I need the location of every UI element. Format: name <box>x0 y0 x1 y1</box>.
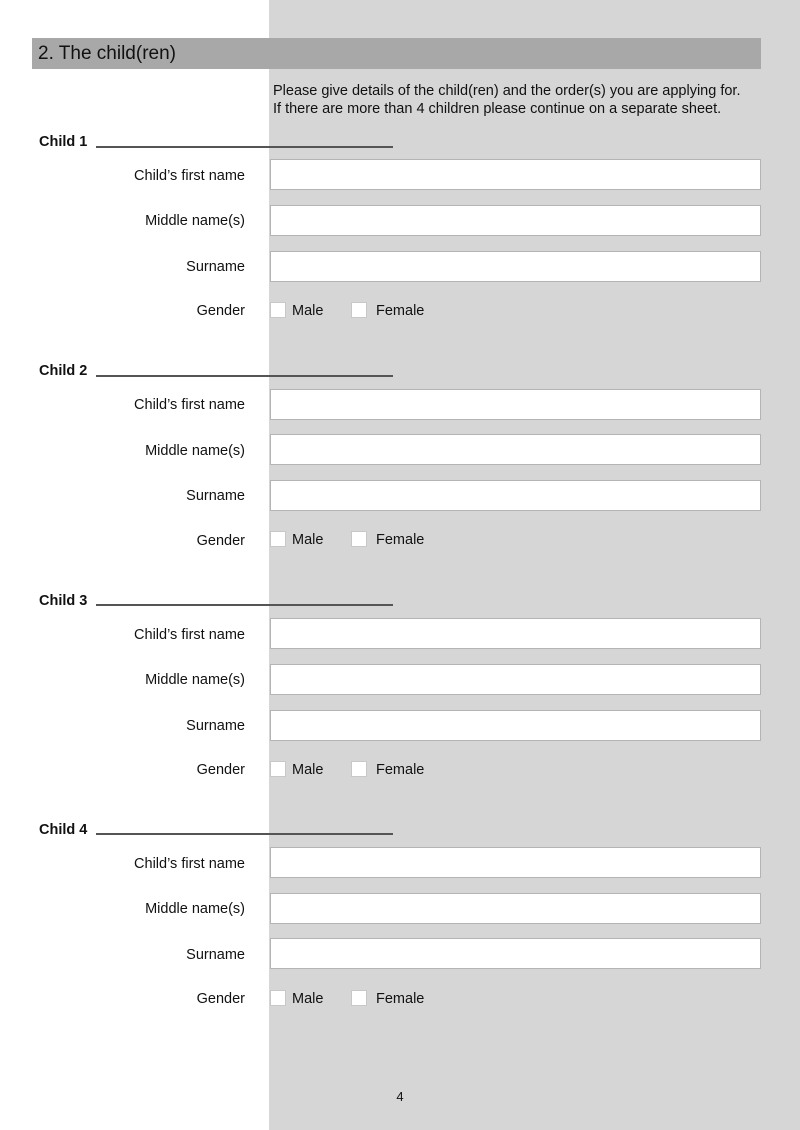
middle-name-input[interactable] <box>270 205 761 236</box>
female-checkbox[interactable] <box>351 531 367 547</box>
gender-label: Gender <box>196 303 245 319</box>
male-label: Male <box>292 303 324 319</box>
surname-label: Surname <box>186 947 245 963</box>
gender-label: Gender <box>196 762 245 778</box>
first-name-input[interactable] <box>270 159 761 190</box>
female-checkbox[interactable] <box>351 302 367 318</box>
intro-text <box>273 82 773 118</box>
male-checkbox[interactable] <box>270 531 286 547</box>
surname-input[interactable] <box>270 938 761 969</box>
first-name-label: Child’s first name <box>134 168 245 184</box>
female-label: Female <box>376 991 425 1007</box>
child-heading: Child 2 <box>39 363 88 379</box>
child-divider <box>96 604 393 606</box>
middle-name-input[interactable] <box>270 664 761 695</box>
first-name-input[interactable] <box>270 618 761 649</box>
intro-line-2: If there are more than 4 children please continue on a separate sheet. <box>273 101 722 117</box>
surname-label: Surname <box>186 718 245 734</box>
middle-name-input[interactable] <box>270 893 761 924</box>
male-label: Male <box>292 991 324 1007</box>
child-divider <box>96 833 393 835</box>
gender-label: Gender <box>196 991 245 1007</box>
male-checkbox[interactable] <box>270 990 286 1006</box>
female-checkbox[interactable] <box>351 990 367 1006</box>
middle-name-input[interactable] <box>270 434 761 465</box>
female-label: Female <box>376 762 425 778</box>
middle-name-label: Middle name(s) <box>145 213 245 229</box>
section-title: 2. The child(ren) <box>32 38 761 69</box>
middle-name-label: Middle name(s) <box>145 672 245 688</box>
middle-name-label: Middle name(s) <box>145 443 245 459</box>
first-name-label: Child’s first name <box>134 856 245 872</box>
first-name-input[interactable] <box>270 847 761 878</box>
female-label: Female <box>376 532 425 548</box>
surname-input[interactable] <box>270 710 761 741</box>
first-name-label: Child’s first name <box>134 397 245 413</box>
child-divider <box>96 375 393 377</box>
page-number: 4 <box>396 1089 404 1104</box>
child-divider <box>96 146 393 148</box>
surname-label: Surname <box>186 488 245 504</box>
middle-name-label: Middle name(s) <box>145 901 245 917</box>
female-checkbox[interactable] <box>351 761 367 777</box>
surname-input[interactable] <box>270 251 761 282</box>
surname-input[interactable] <box>270 480 761 511</box>
female-label: Female <box>376 303 425 319</box>
child-heading: Child 1 <box>39 134 88 150</box>
surname-label: Surname <box>186 259 245 275</box>
male-checkbox[interactable] <box>270 761 286 777</box>
male-label: Male <box>292 532 324 548</box>
first-name-input[interactable] <box>270 389 761 420</box>
male-label: Male <box>292 762 324 778</box>
first-name-label: Child’s first name <box>134 627 245 643</box>
intro-line-1: Please give details of the child(ren) and the order(s) you are applying for. <box>273 83 741 99</box>
child-heading: Child 3 <box>39 593 88 609</box>
male-checkbox[interactable] <box>270 302 286 318</box>
gender-label: Gender <box>196 533 245 549</box>
child-heading: Child 4 <box>39 822 88 838</box>
